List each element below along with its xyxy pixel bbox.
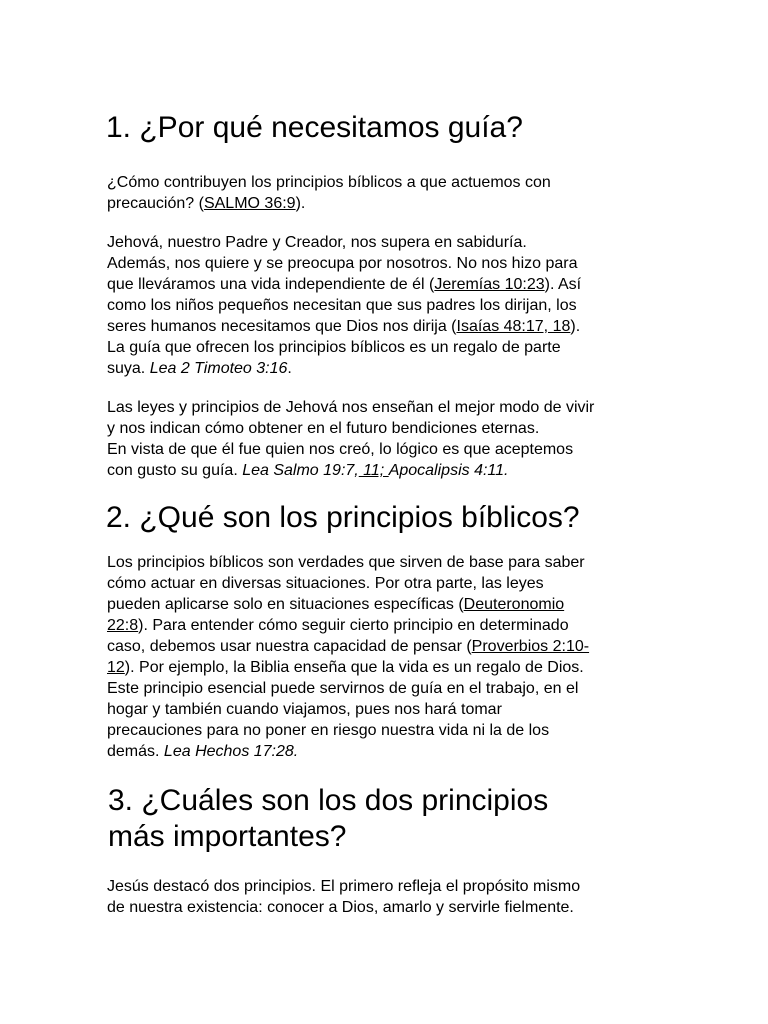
text-line bbox=[107, 337, 667, 358]
text-run: hogar y también cuando viajamos, pues nos hará tomar bbox=[107, 701, 502, 718]
section-2-paragraph-1 bbox=[107, 552, 667, 762]
text-run: Además, nos quiere y se preocupa por nosotros. No nos hizo para bbox=[107, 255, 578, 272]
text-line bbox=[107, 232, 667, 253]
reading-citation: Lea Salmo 19:7, bbox=[242, 462, 359, 479]
text-run: ). bbox=[295, 195, 306, 212]
text-run: que lleváramos una vida independiente de él ( bbox=[107, 276, 435, 293]
text-line bbox=[107, 897, 667, 918]
text-line bbox=[107, 193, 667, 214]
text-line bbox=[107, 172, 667, 193]
text-line bbox=[107, 615, 667, 636]
text-run: Jesús destacó dos principios. El primero refleja el propósito mismo bbox=[107, 878, 581, 895]
section-1-paragraph-3 bbox=[107, 397, 667, 481]
text-run: caso, debemos usar nuestra capacidad de pensar ( bbox=[107, 638, 472, 655]
text-line bbox=[107, 573, 667, 594]
section-3-paragraph-1 bbox=[107, 876, 667, 918]
scripture-reference-link[interactable]: Deuteronomio bbox=[463, 596, 565, 613]
text-line bbox=[107, 295, 667, 316]
scripture-reference-link[interactable]: Proverbios 2:10- bbox=[471, 638, 590, 655]
scripture-reference-link[interactable]: 12 bbox=[107, 659, 125, 676]
text-line bbox=[107, 876, 667, 897]
scripture-reference-link[interactable]: Jeremías 10:23 bbox=[434, 276, 545, 293]
section-1-heading: 1. ¿Por qué necesitamos guía? bbox=[106, 111, 523, 144]
text-run: ). bbox=[570, 318, 581, 335]
section-1-paragraph-1 bbox=[107, 172, 667, 214]
text-run: seres humanos necesitamos que Dios nos dirija ( bbox=[107, 318, 457, 335]
text-run: ). Así bbox=[544, 276, 582, 293]
section-3-heading-line-2: más importantes? bbox=[108, 820, 347, 853]
text-run: En vista de que él fue quien nos creó, lo lógico es que aceptemos bbox=[107, 441, 574, 458]
text-run: precaución? ( bbox=[107, 195, 204, 212]
section-1-paragraph-2 bbox=[107, 232, 667, 379]
text-run: Jehová, nuestro Padre y Creador, nos supera en sabiduría. bbox=[107, 234, 527, 251]
text-run: demás. bbox=[107, 743, 164, 760]
text-line bbox=[107, 316, 667, 337]
text-run: . bbox=[287, 360, 292, 377]
reading-citation: Lea 2 Timoteo 3:16 bbox=[149, 360, 288, 377]
section-3-heading-line-1: 3. ¿Cuáles son los dos principios bbox=[108, 784, 549, 817]
text-run: cómo actuar en diversas situaciones. Por otra parte, las leyes bbox=[107, 575, 544, 592]
text-line bbox=[107, 741, 667, 762]
scripture-reference-link[interactable]: 11; bbox=[358, 462, 389, 479]
text-line bbox=[107, 397, 667, 418]
text-line bbox=[107, 678, 667, 699]
text-run: ). Por ejemplo, la Biblia enseña que la vida es un regalo de Dios. bbox=[124, 659, 584, 676]
text-line bbox=[107, 636, 667, 657]
text-run: Este principio esencial puede servirnos de guía en el trabajo, en el bbox=[107, 680, 579, 697]
scripture-reference-link[interactable]: 22:8 bbox=[107, 617, 139, 634]
text-line bbox=[107, 358, 667, 379]
text-run: con gusto su guía. bbox=[107, 462, 243, 479]
text-run: Las leyes y principios de Jehová nos enseñan el mejor modo de vivir bbox=[107, 399, 595, 416]
text-line bbox=[107, 418, 667, 439]
text-line bbox=[107, 720, 667, 741]
text-run: suya. bbox=[107, 360, 150, 377]
scripture-reference-link[interactable]: SALMO 36:9 bbox=[203, 195, 296, 212]
text-line bbox=[107, 594, 667, 615]
text-line bbox=[107, 460, 667, 481]
text-run: y nos indican cómo obtener en el futuro bendiciones eternas. bbox=[107, 420, 540, 437]
text-run: como los niños pequeños necesitan que sus padres los dirijan, los bbox=[107, 297, 577, 314]
text-run: ). Para entender cómo seguir cierto principio en determinado bbox=[138, 617, 569, 634]
text-run: pueden aplicarse solo en situaciones específicas ( bbox=[107, 596, 464, 613]
text-line bbox=[107, 552, 667, 573]
reading-citation: Lea Hechos 17:28. bbox=[163, 743, 299, 760]
text-run: La guía que ofrecen los principios bíblicos es un regalo de parte bbox=[107, 339, 561, 356]
text-line bbox=[107, 253, 667, 274]
text-run: ¿Cómo contribuyen los principios bíblicos a que actuemos con bbox=[107, 174, 551, 191]
text-line bbox=[107, 657, 667, 678]
section-2-heading: 2. ¿Qué son los principios bíblicos? bbox=[106, 501, 580, 534]
scripture-reference-link[interactable]: Isaías 48:17, 18 bbox=[456, 318, 571, 335]
text-line bbox=[107, 699, 667, 720]
text-run: precauciones para no poner en riesgo nuestra vida ni la de los bbox=[107, 722, 550, 739]
text-line bbox=[107, 274, 667, 295]
text-run: Los principios bíblicos son verdades que sirven de base para saber bbox=[107, 554, 585, 571]
section-3-heading bbox=[108, 783, 548, 855]
text-run: de nuestra existencia: conocer a Dios, amarlo y servirle fielmente. bbox=[107, 899, 574, 916]
text-line bbox=[107, 439, 667, 460]
reading-citation: Apocalipsis 4:11. bbox=[388, 462, 509, 479]
